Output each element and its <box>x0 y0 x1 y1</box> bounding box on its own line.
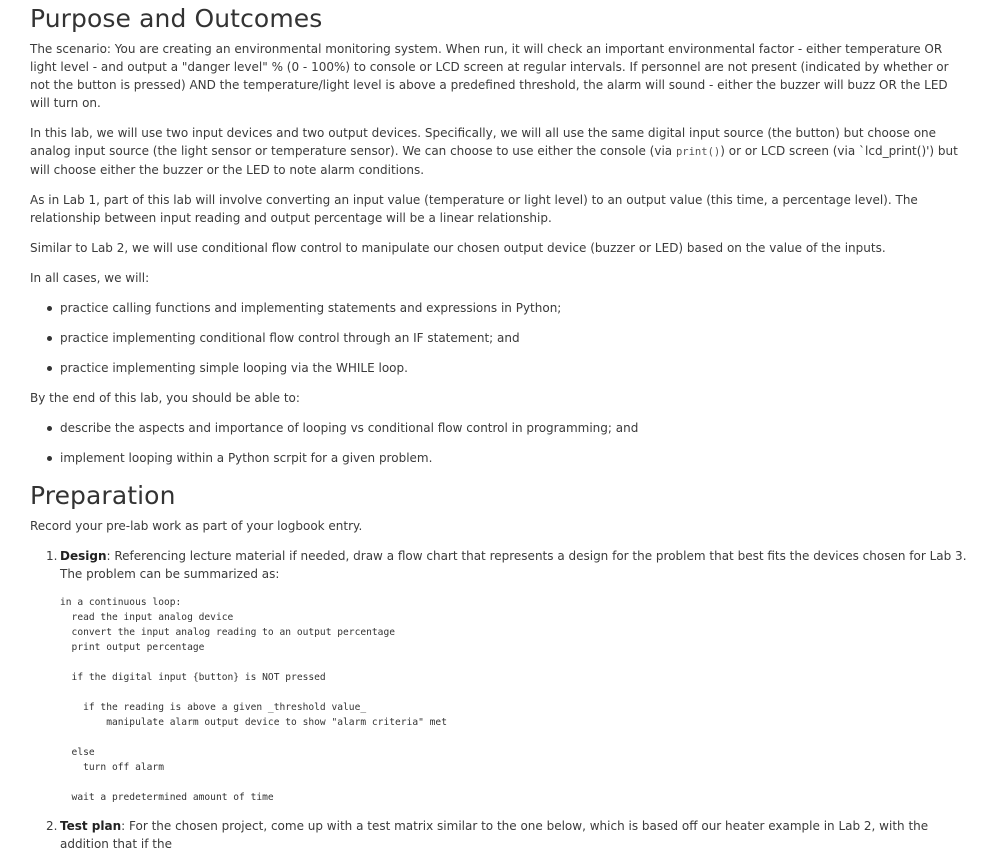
print-code: print() <box>675 146 721 158</box>
end-of-lab-paragraph: By the end of this lab, you should be able to: <box>30 391 300 405</box>
step-text: : For the chosen project, come up with a test matrix similar to the one below, which is based off our heater example in Lab 2, with the addition that if the <box>60 819 929 851</box>
preparation-intro: Record your pre-lab work as part of your logbook entry. <box>30 519 363 533</box>
step-label: Design <box>60 549 107 563</box>
pseudocode-block: in a continuous loop: read the input analog device convert the input analog reading to an output percentage print output percentage if the digital input {button} is NOT pressed if the reading is above a given _threshold value_ manipulate alarm output device to show "alarm criteria" met else turn off alarm wait a predetermined amount of time <box>60 597 447 803</box>
outcomes-list <box>30 419 970 467</box>
devices-paragraph <box>30 124 970 179</box>
lab2-paragraph: Similar to Lab 2, we will use conditional flow control to manipulate our chosen output device (buzzer or LED) based on the value of the inputs. <box>30 241 886 255</box>
scenario-paragraph: The scenario: You are creating an environmental monitoring system. When run, it will check an important environmental factor - either temperature OR light level - and output a "danger level" % (0 - 100%) to console or LCD screen at regular intervals. If personnel are not present (indicated by whether or not the button is pressed) AND the temperature/light level is above a predefined threshold, the alarm will sound - either the buzzer will buzz OR the LED will turn on. <box>30 42 949 110</box>
all-cases-paragraph: In all cases, we will: <box>30 271 150 285</box>
devices-text-start: In this lab, we will use two input devices and two output devices. Specifically, we will all use the same digital input source (the button) but choose one analog input source (the light sensor or temperature sensor). We can choose to use either the console (via <box>30 126 937 158</box>
purpose-heading: Purpose and Outcomes <box>30 4 323 33</box>
preparation-heading: Preparation <box>30 481 176 510</box>
devices-text-end: ) or or LCD screen (via `lcd_print()') but will choose either the buzzer or the LED to note alarm conditions. <box>30 144 958 177</box>
step-test-plan <box>46 817 970 853</box>
preparation-steps <box>30 547 970 853</box>
practice-list <box>30 299 970 377</box>
list-item: implement looping within a Python scrpit for a given problem. <box>60 449 970 467</box>
step-design <box>46 547 970 805</box>
step-text: : Referencing lecture material if needed, draw a flow chart that represents a design for the problem that best fits the devices chosen for Lab 3. The problem can be summarized as: <box>60 549 967 581</box>
step-label: Test plan <box>60 819 122 833</box>
list-item: practice implementing simple looping via the WHILE loop. <box>60 359 970 377</box>
step-number: 2. <box>46 819 58 833</box>
lab1-paragraph: As in Lab 1, part of this lab will involve converting an input value (temperature or light level) to an output value (this time, a percentage level). The relationship between input reading and output percentage will be a linear relationship. <box>30 193 918 225</box>
document-content <box>30 0 970 865</box>
list-item: practice calling functions and implementing statements and expressions in Python; <box>60 299 970 317</box>
list-item: practice implementing conditional flow control through an IF statement; and <box>60 329 970 347</box>
list-item: describe the aspects and importance of looping vs conditional flow control in programming; and <box>60 419 970 437</box>
step-number: 1. <box>46 549 58 563</box>
